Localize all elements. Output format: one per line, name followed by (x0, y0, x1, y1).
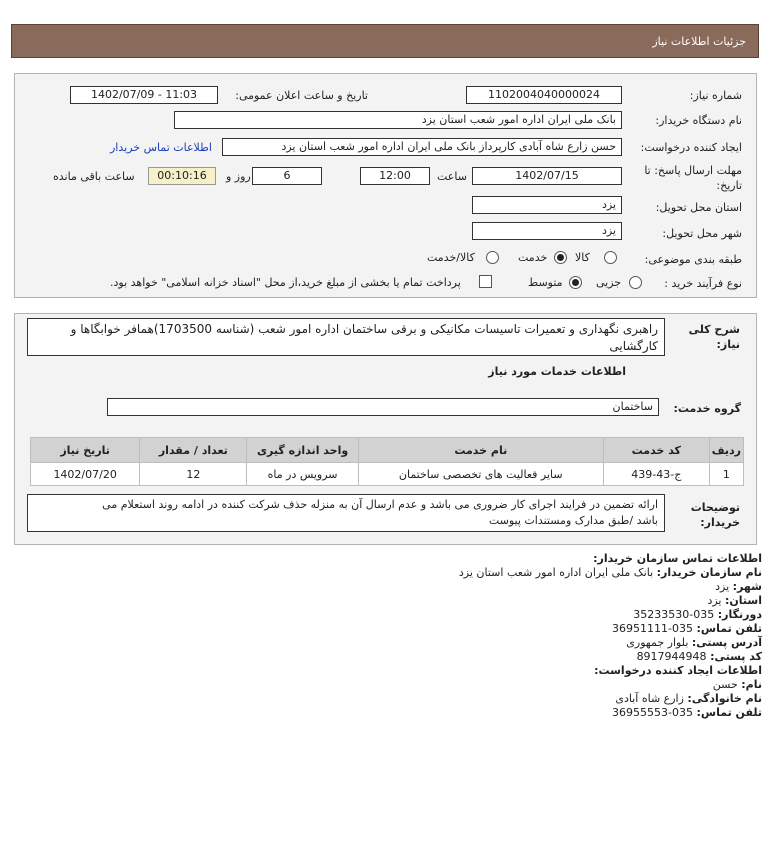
announce-date-label: تاریخ و ساعت اعلان عمومی: (235, 89, 368, 102)
need-number-field: 1102004040000024 (466, 86, 622, 104)
col-unit: واحد اندازه گیری (247, 438, 358, 463)
buyer-org-field: بانک ملی ایران اداره امور شعب استان یزد (174, 111, 622, 129)
province-field: یزد (472, 196, 622, 214)
page-header (11, 24, 759, 58)
deadline-label-date: تاریخ: (716, 179, 742, 192)
city-field: یزد (472, 222, 622, 240)
contact-province: استان: یزد (707, 594, 762, 607)
category-radio-goods-service[interactable] (486, 251, 499, 264)
creator-phone: تلفن تماس: 035-36955553 (612, 706, 762, 719)
cell-date: 1402/07/20 (31, 463, 140, 486)
services-table (30, 437, 744, 486)
treasury-checkbox[interactable] (479, 275, 492, 288)
category-option-service: خدمت (518, 251, 548, 264)
contact-postal: کد پستی: 8917944948 (636, 650, 762, 663)
contact-address: آدرس پستی: بلوار جمهوری (626, 636, 762, 649)
col-code: کد خدمت (603, 438, 709, 463)
need-number-label: شماره نیاز: (689, 89, 742, 102)
buyer-notes-label-2: خریدار: (700, 516, 740, 529)
buyer-contact-link[interactable]: اطلاعات تماس خریدار (110, 141, 212, 154)
description-label: شرح کلی (688, 323, 740, 336)
remaining-time-label: ساعت باقی مانده (53, 170, 135, 183)
cell-unit: سرویس در ماه (247, 463, 358, 486)
contact-fax: دورنگار: 035-35233530 (633, 608, 762, 621)
process-option-medium: متوسط (528, 276, 563, 289)
category-option-goods-service: کالا/خدمت (427, 251, 475, 264)
contact-title: اطلاعات تماس سازمان خریدار: (593, 552, 762, 565)
cell-code: ج-43-439 (603, 463, 709, 486)
page-title: جزئیات اطلاعات نیاز (652, 35, 746, 48)
creator-field: حسن زارع شاه آبادی کارپرداز بانک ملی ایران اداره امور شعب استان یزد (222, 138, 622, 156)
treasury-note: پرداخت تمام یا بخشی از مبلغ خرید،از محل "اسناد خزانه اسلامی" خواهد بود. (110, 276, 461, 289)
contact-org: نام سازمان خریدار: بانک ملی ایران اداره امور شعب استان یزد (458, 566, 762, 579)
table-row (31, 463, 744, 486)
col-qty: تعداد / مقدار (140, 438, 247, 463)
col-name: نام خدمت (358, 438, 603, 463)
buyer-notes-line-1: ارائه تضمین در فرایند اجرای کار ضروری می باشد و عدم ارسال آن به منزله حذف شرکت کننده در ادامه روند استعلام می (102, 498, 658, 511)
deadline-time-label: ساعت (437, 170, 467, 183)
city-label: شهر محل تحویل: (662, 227, 742, 240)
deadline-date-field: 1402/07/15 (472, 167, 622, 185)
services-section-title: اطلاعات خدمات مورد نیاز (488, 365, 626, 378)
deadline-label: مهلت ارسال پاسخ: تا (644, 164, 742, 177)
category-radio-goods[interactable] (604, 251, 617, 264)
process-option-minor: جزیی (596, 276, 622, 289)
buyer-notes-label: توضیحات (690, 501, 740, 514)
days-label: روز و (226, 170, 251, 183)
description-label-2: نیاز: (716, 338, 740, 351)
creator-last-name: نام خانوادگی: زارع شاه آبادی (615, 692, 762, 705)
cell-row: 1 (709, 463, 743, 486)
remaining-time-field: 00:10:16 (148, 167, 216, 185)
contact-city: شهر: یزد (715, 580, 762, 593)
days-remaining-field: 6 (252, 167, 322, 185)
col-date: تاریخ نیاز (31, 438, 140, 463)
process-radio-medium[interactable] (569, 276, 582, 289)
creator-first-name: نام: حسن (712, 678, 762, 691)
process-radio-minor[interactable] (629, 276, 642, 289)
deadline-time-field: 12:00 (360, 167, 430, 185)
creator-label: ایجاد کننده درخواست: (640, 141, 742, 154)
category-option-goods: کالا (575, 251, 590, 264)
table-header-row (31, 438, 744, 463)
service-group-field: ساختمان (107, 398, 659, 416)
description-field (27, 318, 665, 356)
contact-phone: تلفن تماس: 035-36951111 (612, 622, 762, 635)
service-group-label: گروه خدمت: (673, 402, 741, 415)
buyer-notes-field (27, 494, 665, 532)
creator-info-title: اطلاعات ایجاد کننده درخواست: (594, 664, 762, 677)
buyer-notes-line-2: باشد /طبق مدارک ومستندات پیوست (488, 514, 658, 527)
cell-name: سایر فعالیت های تخصصی ساختمان (358, 463, 603, 486)
category-label: طبقه بندی موضوعی: (644, 253, 742, 266)
col-row: ردیف (709, 438, 743, 463)
announce-date-field: 1402/07/09 - 11:03 (70, 86, 218, 104)
process-label: نوع فرآیند خرید : (664, 277, 742, 290)
buyer-org-label: نام دستگاه خریدار: (655, 114, 742, 127)
category-radio-service[interactable] (554, 251, 567, 264)
description-text: راهبری نگهداری و تعمیرات تاسیسات مکانیکی و برقی ساختمان اداره امور شعب (شناسه 1703500)همافر خوابگاها و کارگشایی (70, 322, 658, 353)
province-label: استان محل تحویل: (655, 201, 742, 214)
cell-qty: 12 (140, 463, 247, 486)
